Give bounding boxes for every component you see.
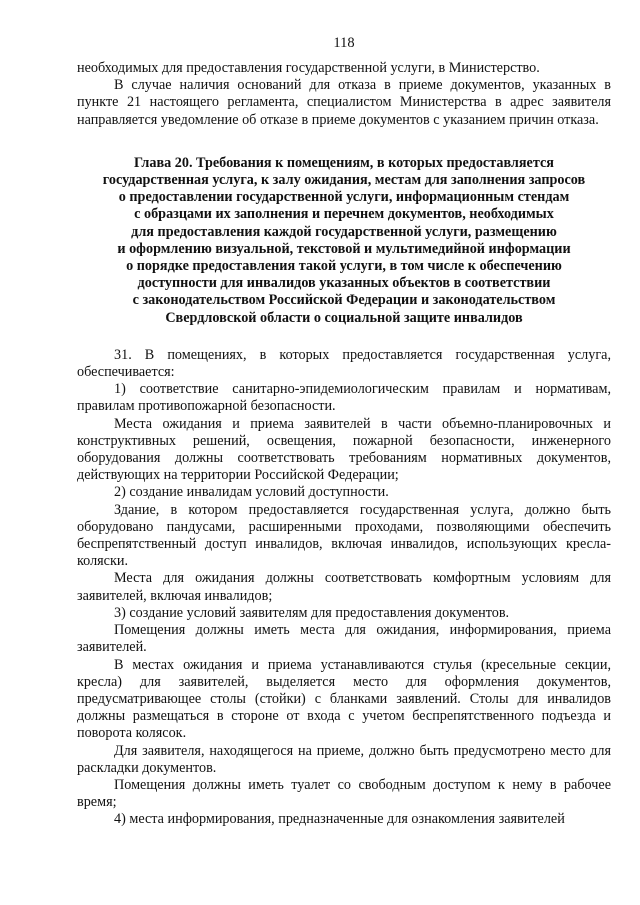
document-page (77, 34, 611, 829)
chapter-title-line: о предоставлении государственной услуги, информационным стендам (118, 189, 570, 206)
body-paragraph: Помещения должны иметь туалет со свободным доступом к нему в рабочее время; (77, 776, 611, 811)
intro-paragraph: В случае наличия оснований для отказа в приеме документов, указанных в пункте 21 настоящего регламента, специалистом Министерства в адрес заявителя направляется уведомление об отказе в приеме документов с указанием причин отказа. (77, 77, 611, 128)
body-paragraph: Места ожидания и приема заявителей в части объемно-планировочных и конструктивных решений, освещения, пожарной безопасности, инженерного оборудования должны соответствовать требованиям нормативных документов, действующих на территории Российской Федерации; (77, 415, 611, 484)
body-paragraph: 31. В помещениях, в которых предоставляется государственная услуга, обеспечивается: (77, 346, 611, 381)
body-paragraph: Для заявителя, находящегося на приеме, должно быть предусмотрено место для раскладки документов. (77, 742, 611, 776)
page-number: 118 (333, 35, 355, 51)
chapter-title (77, 155, 611, 327)
intro-section (77, 60, 611, 129)
body-paragraph: 2) создание инвалидам условий доступности. (114, 484, 389, 501)
chapter-title-line: доступности для инвалидов указанных объектов в соответствии (137, 275, 551, 292)
body-section (77, 347, 611, 829)
chapter-title-line: Свердловской области о социальной защите инвалидов (165, 309, 523, 326)
body-paragraph: Помещения должны иметь места для ожидания, информирования, приема заявителей. (77, 622, 611, 656)
body-paragraph: 4) места информирования, предназначенные для ознакомления заявителей (114, 811, 565, 828)
body-paragraph: 3) создание условий заявителям для предоставления документов. (114, 604, 510, 621)
chapter-title-line: для предоставления каждой государственной услуги, размещению (131, 223, 557, 240)
chapter-title-line: о порядке предоставления такой услуги, в том числе к обеспечению (126, 258, 562, 275)
chapter-title-line: с законодательством Российской Федерации и законодательством (132, 292, 556, 309)
chapter-title-line: с образцами их заполнения и перечнем документов, необходимых (134, 206, 554, 223)
body-paragraph: Места для ожидания должны соответствовать комфортным условиям для заявителей, включая инвалидов; (77, 570, 611, 604)
body-paragraph: 1) соответствие санитарно-эпидемиологическим правилам и нормативам, правилам противопожарной безопасности. (77, 381, 611, 415)
chapter-title-line: Глава 20. Требования к помещениям, в которых предоставляется (134, 154, 554, 171)
body-paragraph: В местах ожидания и приема устанавливаются стулья (кресельные секции, кресла) для заявителей, выделяется место для оформления документов, предусматривающее столы (стойки) с бланками заявлений. Столы для инвалидов должны размещаться в стороне от входа с учетом беспрепятственного подъезда и поворота колясок. (77, 656, 611, 742)
intro-paragraph: необходимых для предоставления государственной услуги, в Министерство. (77, 60, 540, 76)
body-paragraph: Здание, в котором предоставляется государственная услуга, должно быть оборудовано пандусами, расширенными проходами, позволяющими обеспечить беспрепятственный доступ инвалидов, включая инвалидов, использующих кресла-коляски. (77, 501, 611, 570)
chapter-title-line: и оформлению визуальной, текстовой и мультимедийной информации (117, 240, 571, 257)
chapter-title-line: государственная услуга, к залу ожидания, местам для заполнения запросов (102, 172, 586, 189)
